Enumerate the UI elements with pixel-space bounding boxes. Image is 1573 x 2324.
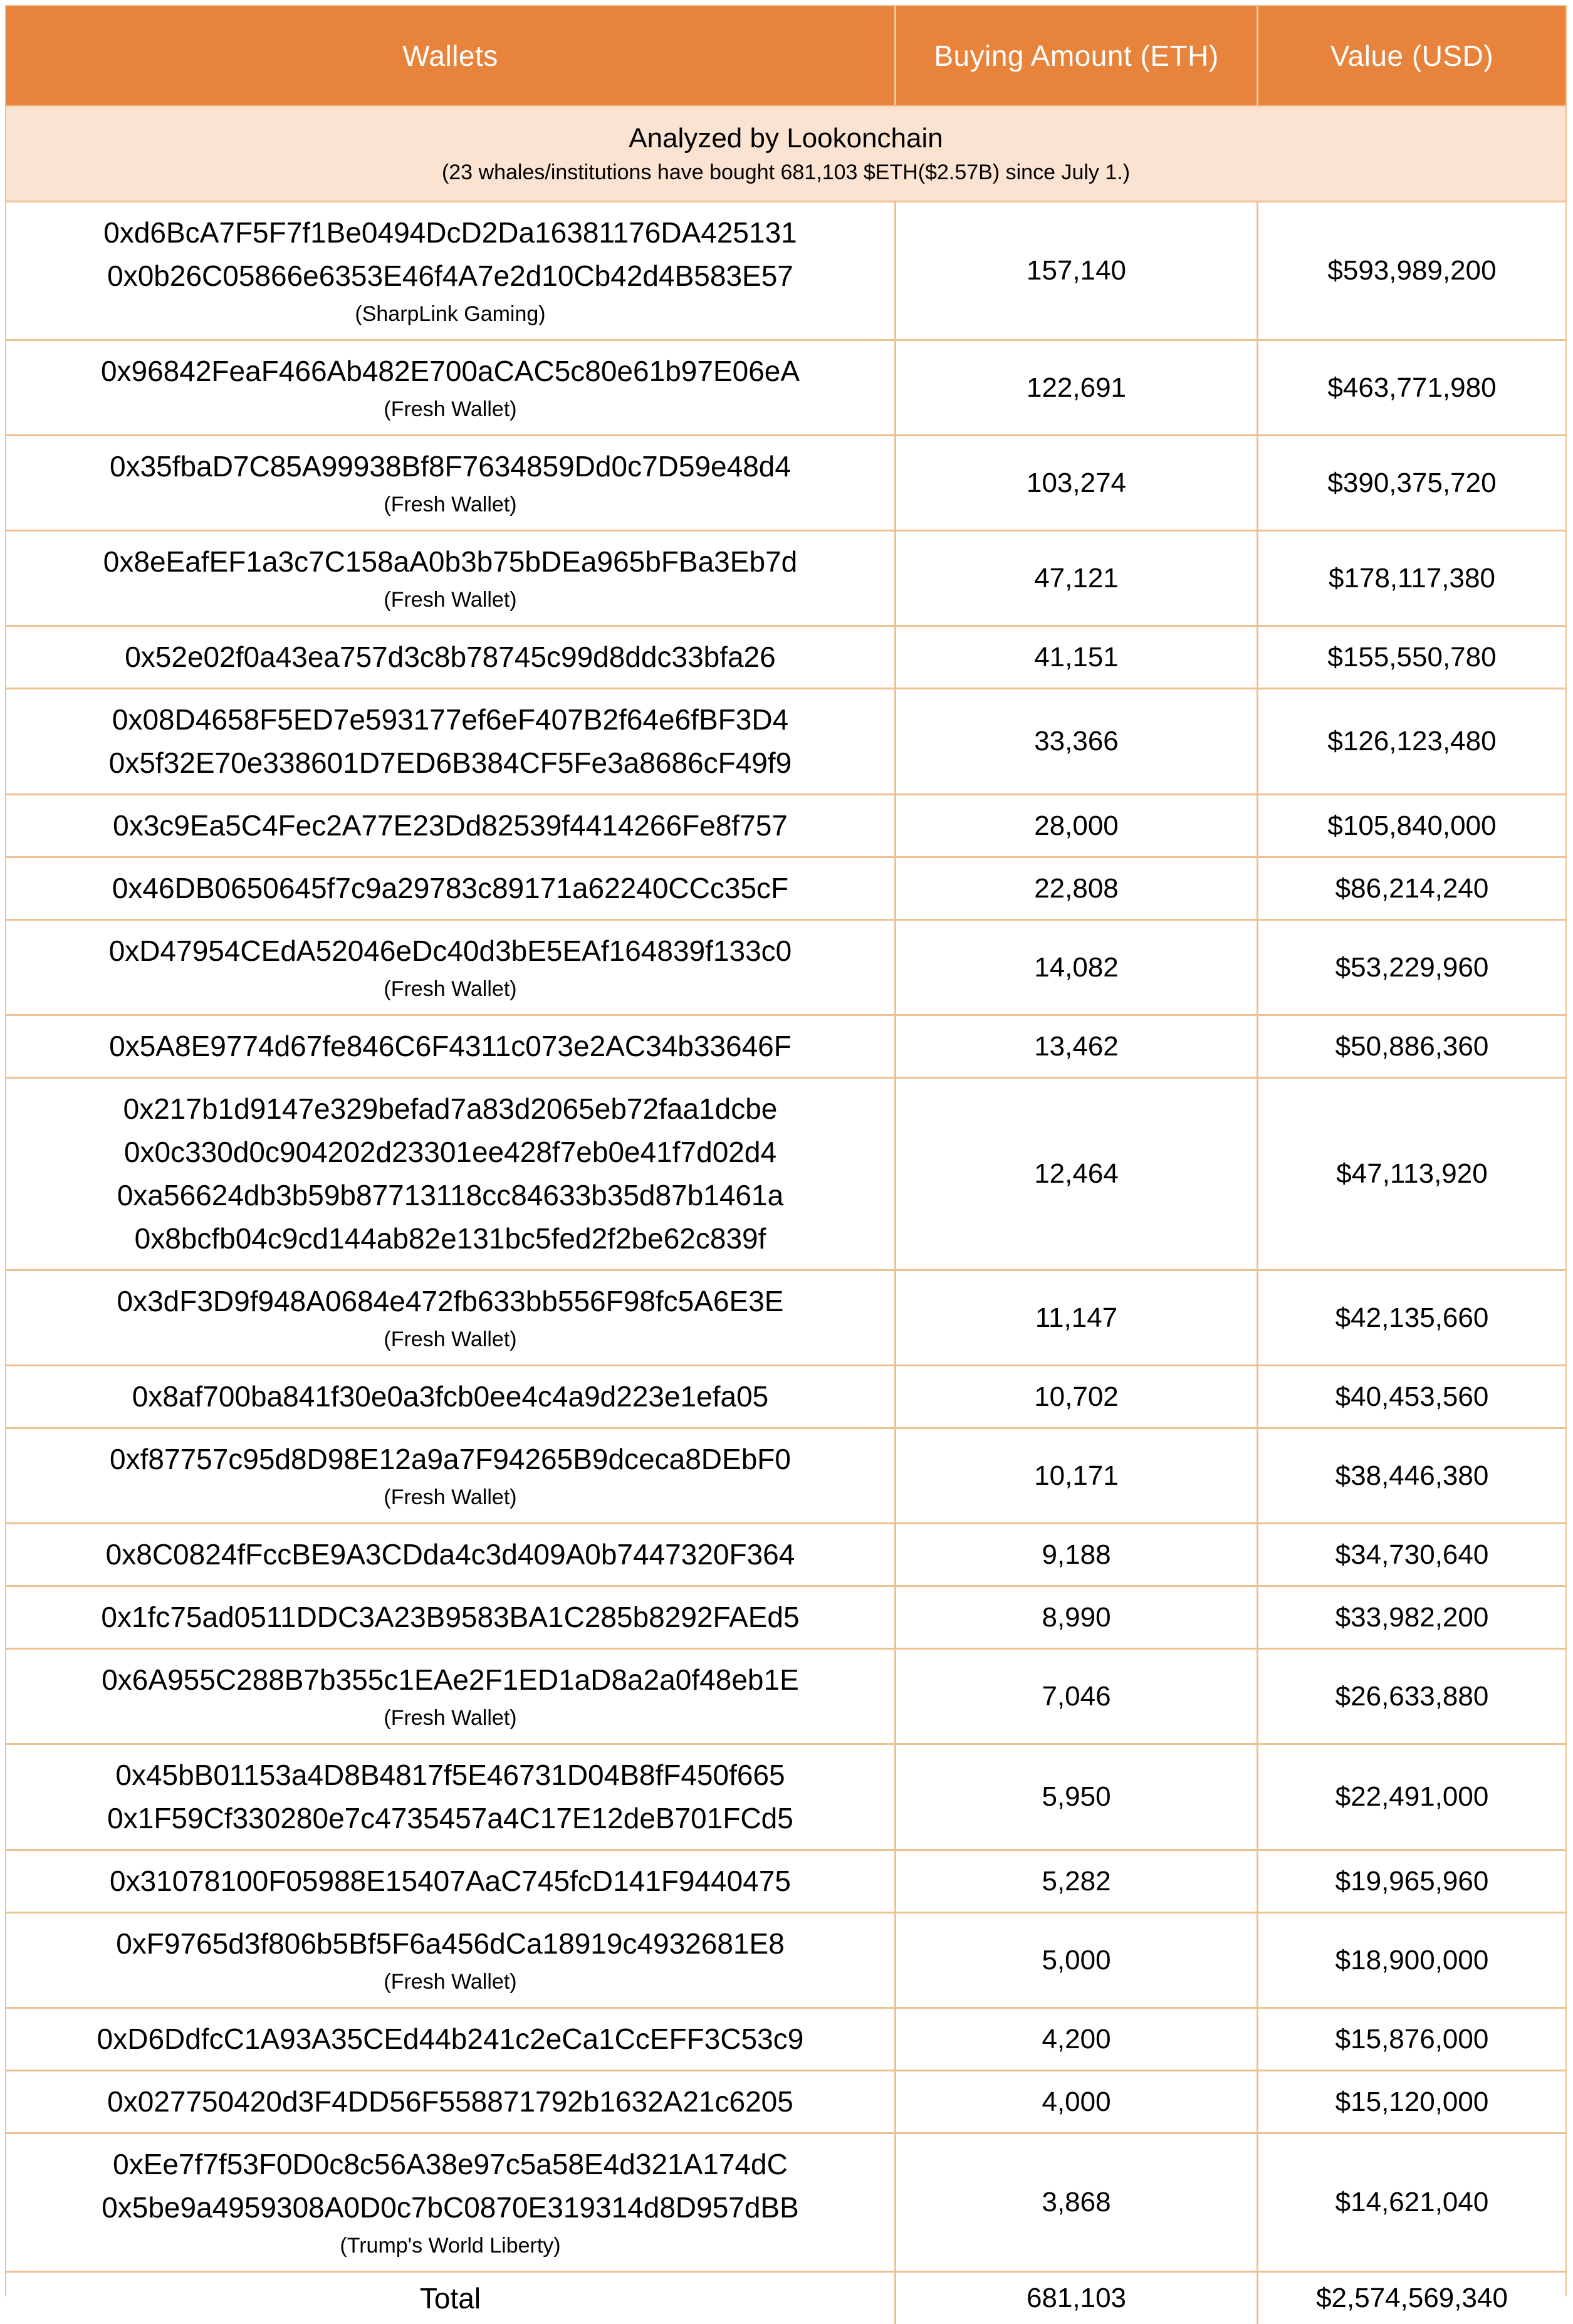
wallet-address: 0x8eEafEF1a3c7C158aA0b3b75bDEa965bFBa3Eb7d: [103, 545, 798, 578]
eth-amount: 9,188: [894, 1524, 1257, 1585]
table-row: [6, 793, 1565, 856]
usd-value: $14,621,040: [1257, 2134, 1565, 2271]
table-row: [6, 530, 1565, 625]
wallet-cell: [6, 1851, 894, 1912]
usd-value: $19,965,960: [1257, 1851, 1565, 1912]
eth-amount: 47,121: [894, 531, 1257, 625]
usd-value: $40,453,560: [1257, 1366, 1565, 1427]
wallet-address: 0x0b26C05866e6353E46f4A7e2d10Cb42d4B583E57: [107, 259, 793, 292]
eth-amount: 10,171: [894, 1429, 1257, 1522]
wallet-label: (Trump's World Liberty): [340, 2234, 561, 2258]
usd-value: $47,113,920: [1257, 1079, 1565, 1269]
wallet-cell: [6, 795, 894, 856]
wallet-address: 0x8af700ba841f30e0a3fcb0ee4c4a9d223e1efa05: [132, 1380, 769, 1413]
eth-amount: 122,691: [894, 341, 1257, 434]
wallet-address: 0x5A8E9774d67fe846C6F4311c073e2AC34b33646F: [109, 1030, 792, 1062]
table-row: [6, 919, 1565, 1014]
wallet-address: 0xD6DdfcC1A93A35CEd44b241c2eCa1CcEFF3C53c9: [97, 2023, 804, 2055]
eth-amount: 7,046: [894, 1650, 1257, 1743]
eth-amount: 28,000: [894, 795, 1257, 856]
usd-value: $50,886,360: [1257, 1016, 1565, 1077]
wallet-address: 0x3c9Ea5C4Fec2A77E23Dd82539f4414266Fe8f757: [113, 809, 788, 842]
usd-value: $38,446,380: [1257, 1429, 1565, 1522]
table-row: [6, 1269, 1565, 1364]
eth-amount: 5,282: [894, 1851, 1257, 1912]
wallet-cell: [6, 2134, 894, 2271]
wallet-cell: [6, 1271, 894, 1364]
usd-value: $15,120,000: [1257, 2071, 1565, 2132]
eth-amount: 14,082: [894, 921, 1257, 1014]
usd-value: $42,135,660: [1257, 1271, 1565, 1364]
wallet-cell: [6, 1913, 894, 2007]
eth-amount: 4,000: [894, 2071, 1257, 2132]
table-row: [6, 1743, 1565, 1849]
eth-amount: 157,140: [894, 202, 1257, 339]
eth-amount: 10,702: [894, 1366, 1257, 1427]
wallet-address: 0x6A955C288B7b355c1EAe2F1ED1aD8a2a0f48eb1E: [102, 1663, 799, 1696]
table-row: [6, 339, 1565, 434]
usd-value: $86,214,240: [1257, 858, 1565, 919]
wallet-label: (Fresh Wallet): [384, 1970, 517, 1994]
usd-value: $33,982,200: [1257, 1587, 1565, 1648]
wallet-label: (Fresh Wallet): [384, 1485, 517, 1509]
usd-value: $34,730,640: [1257, 1524, 1565, 1585]
table-row: [6, 2132, 1565, 2271]
wallet-cell: [6, 2009, 894, 2070]
column-header-wallets: Wallets: [402, 39, 498, 72]
wallet-address: 0x8bcfb04c9cd144ab82e131bc5fed2f2be62c839f: [134, 1222, 766, 1255]
wallet-cell: [6, 341, 894, 434]
table-row: [6, 1427, 1565, 1522]
wallet-cell: [6, 1745, 894, 1849]
wallet-address: 0x31078100F05988E15407AaC745fcD141F9440475: [109, 1865, 792, 1897]
eth-amount: 8,990: [894, 1587, 1257, 1648]
wallet-cell: [6, 858, 894, 919]
wallet-address: 0x1fc75ad0511DDC3A23B9583BA1C285b8292FAEd5: [101, 1601, 800, 1633]
eth-amount: 5,950: [894, 1745, 1257, 1849]
wallet-cell: [6, 1429, 894, 1522]
eth-amount: 11,147: [894, 1271, 1257, 1364]
usd-value: $463,771,980: [1257, 341, 1565, 434]
table-body: [6, 201, 1565, 2315]
eth-amount: 103,274: [894, 436, 1257, 530]
wallet-address: 0x52e02f0a43ea757d3c8b78745c99d8ddc33bfa26: [125, 641, 776, 673]
wallet-address: 0x217b1d9147e329befad7a83d2065eb72faa1dcbe: [123, 1092, 778, 1125]
wallet-address: 0xa56624db3b59b87713118cc84633b35d87b1461a: [117, 1179, 784, 1212]
eth-amount: 4,200: [894, 2009, 1257, 2070]
total-label: Total: [419, 2282, 481, 2315]
wallet-cell: [6, 531, 894, 625]
wallet-cell: [6, 1524, 894, 1585]
table-row: [6, 1912, 1565, 2007]
wallet-label: (Fresh Wallet): [384, 493, 517, 516]
wallet-address: 0xF9765d3f806b5Bf5F6a456dCa18919c4932681E8: [116, 1927, 785, 1960]
eth-amount: 33,366: [894, 689, 1257, 793]
analysis-banner: [6, 105, 1565, 201]
eth-amount: 41,151: [894, 627, 1257, 688]
wallet-address: 0x46DB0650645f7c9a29783c89171a62240CCc35cF: [112, 872, 789, 904]
wallet-cell: [6, 627, 894, 688]
wallet-address: 0xf87757c95d8D98E12a9a7F94265B9dceca8DEbF0: [110, 1443, 791, 1475]
wallet-address: 0x3dF3D9f948A0684e472fb633bb556F98fc5A6E3E: [117, 1285, 784, 1317]
eth-amount: 3,868: [894, 2134, 1257, 2271]
table-row: [6, 688, 1565, 793]
wallet-address: 0x8C0824fFccBE9A3CDda4c3d409A0b7447320F364: [105, 1538, 795, 1571]
table-row: [6, 434, 1565, 530]
wallet-address: 0x35fbaD7C85A99938Bf8F7634859Dd0c7D59e48d4: [110, 450, 791, 483]
wallet-address: 0x0c330d0c904202d23301ee428f7eb0e41f7d02d4: [123, 1136, 777, 1168]
whale-buying-table: [5, 5, 1567, 2315]
column-header-buying-amount: Buying Amount (ETH): [894, 6, 1257, 105]
banner-title: Analyzed by Lookonchain: [629, 122, 943, 154]
usd-value: $22,491,000: [1257, 1745, 1565, 1849]
wallet-address: 0xD47954CEdA52046eDc40d3bE5EAf164839f133c0: [108, 934, 792, 967]
wallet-cell: [6, 1079, 894, 1269]
table-row: [6, 856, 1565, 919]
table-header-row: [6, 6, 1565, 105]
table-row: [6, 201, 1565, 339]
wallet-label: (Fresh Wallet): [384, 977, 517, 1001]
wallet-address: 0x45bB01153a4D8B4817f5E46731D04B8fF450f665: [115, 1759, 785, 1791]
eth-amount: 22,808: [894, 858, 1257, 919]
wallet-cell: [6, 1016, 894, 1077]
wallet-label: (Fresh Wallet): [384, 588, 517, 612]
total-row: [6, 2271, 1565, 2324]
eth-amount: 12,464: [894, 1079, 1257, 1269]
table-row: [6, 1014, 1565, 1077]
table-row: [6, 2070, 1565, 2132]
usd-value: $26,633,880: [1257, 1650, 1565, 1743]
wallet-cell: [6, 1587, 894, 1648]
usd-value: $105,840,000: [1257, 795, 1565, 856]
wallet-address: 0x5f32E70e338601D7ED6B384CF5Fe3a8686cF49f9: [108, 746, 792, 779]
eth-amount: 5,000: [894, 1913, 1257, 2007]
table-row: [6, 1522, 1565, 1585]
table-row: [6, 1849, 1565, 1912]
wallet-address: 0x1F59Cf330280e7c4735457a4C17E12deB701FCd5: [107, 1802, 793, 1835]
usd-value: $178,117,380: [1257, 531, 1565, 625]
table-row: [6, 1364, 1565, 1427]
table-row: [6, 625, 1565, 688]
wallet-address: 0x96842FeaF466Ab482E700aCAC5c80e61b97E06eA: [100, 355, 800, 387]
wallet-address: 0x5be9a4959308A0D0c7bC0870E319314d8D957dBB: [102, 2191, 799, 2224]
wallet-address: 0x08D4658F5ED7e593177ef6eF407B2f64e6fBF3D4: [112, 703, 789, 736]
wallet-label: (SharpLink Gaming): [355, 302, 546, 326]
wallet-label: (Fresh Wallet): [384, 1327, 517, 1351]
wallet-address: 0x027750420d3F4DD56F558871792b1632A21c6205: [107, 2085, 793, 2118]
table-row: [6, 1077, 1565, 1269]
wallet-address: 0xEe7f7f53F0D0c8c56A38e97c5a58E4d321A174dC: [113, 2148, 788, 2180]
table-row: [6, 1585, 1565, 1648]
table-row: [6, 1648, 1565, 1743]
wallet-cell: [6, 1366, 894, 1427]
wallet-label: (Fresh Wallet): [384, 1706, 517, 1730]
wallet-label: (Fresh Wallet): [384, 397, 517, 421]
usd-value: $53,229,960: [1257, 921, 1565, 1014]
wallet-address: 0xd6BcA7F5F7f1Be0494DcD2Da16381176DA425131: [103, 216, 797, 249]
wallet-cell: [6, 2071, 894, 2132]
usd-value: $390,375,720: [1257, 436, 1565, 530]
wallet-cell: [6, 1650, 894, 1743]
usd-value: $126,123,480: [1257, 689, 1565, 793]
wallet-cell: [6, 436, 894, 530]
total-usd-value: $2,574,569,340: [1257, 2273, 1565, 2324]
usd-value: $155,550,780: [1257, 627, 1565, 688]
usd-value: $15,876,000: [1257, 2009, 1565, 2070]
wallet-cell: [6, 689, 894, 793]
total-label-cell: [6, 2273, 894, 2324]
total-eth-amount: 681,103: [894, 2273, 1257, 2324]
table-row: [6, 2007, 1565, 2070]
usd-value: $593,989,200: [1257, 202, 1565, 339]
usd-value: $18,900,000: [1257, 1913, 1565, 2007]
banner-subtitle: (23 whales/institutions have bought 681,103 $ETH($2.57B) since July 1.): [441, 160, 1131, 184]
wallet-cell: [6, 202, 894, 339]
wallet-cell: [6, 921, 894, 1014]
eth-amount: 13,462: [894, 1016, 1257, 1077]
column-header-value: Value (USD): [1257, 6, 1565, 105]
